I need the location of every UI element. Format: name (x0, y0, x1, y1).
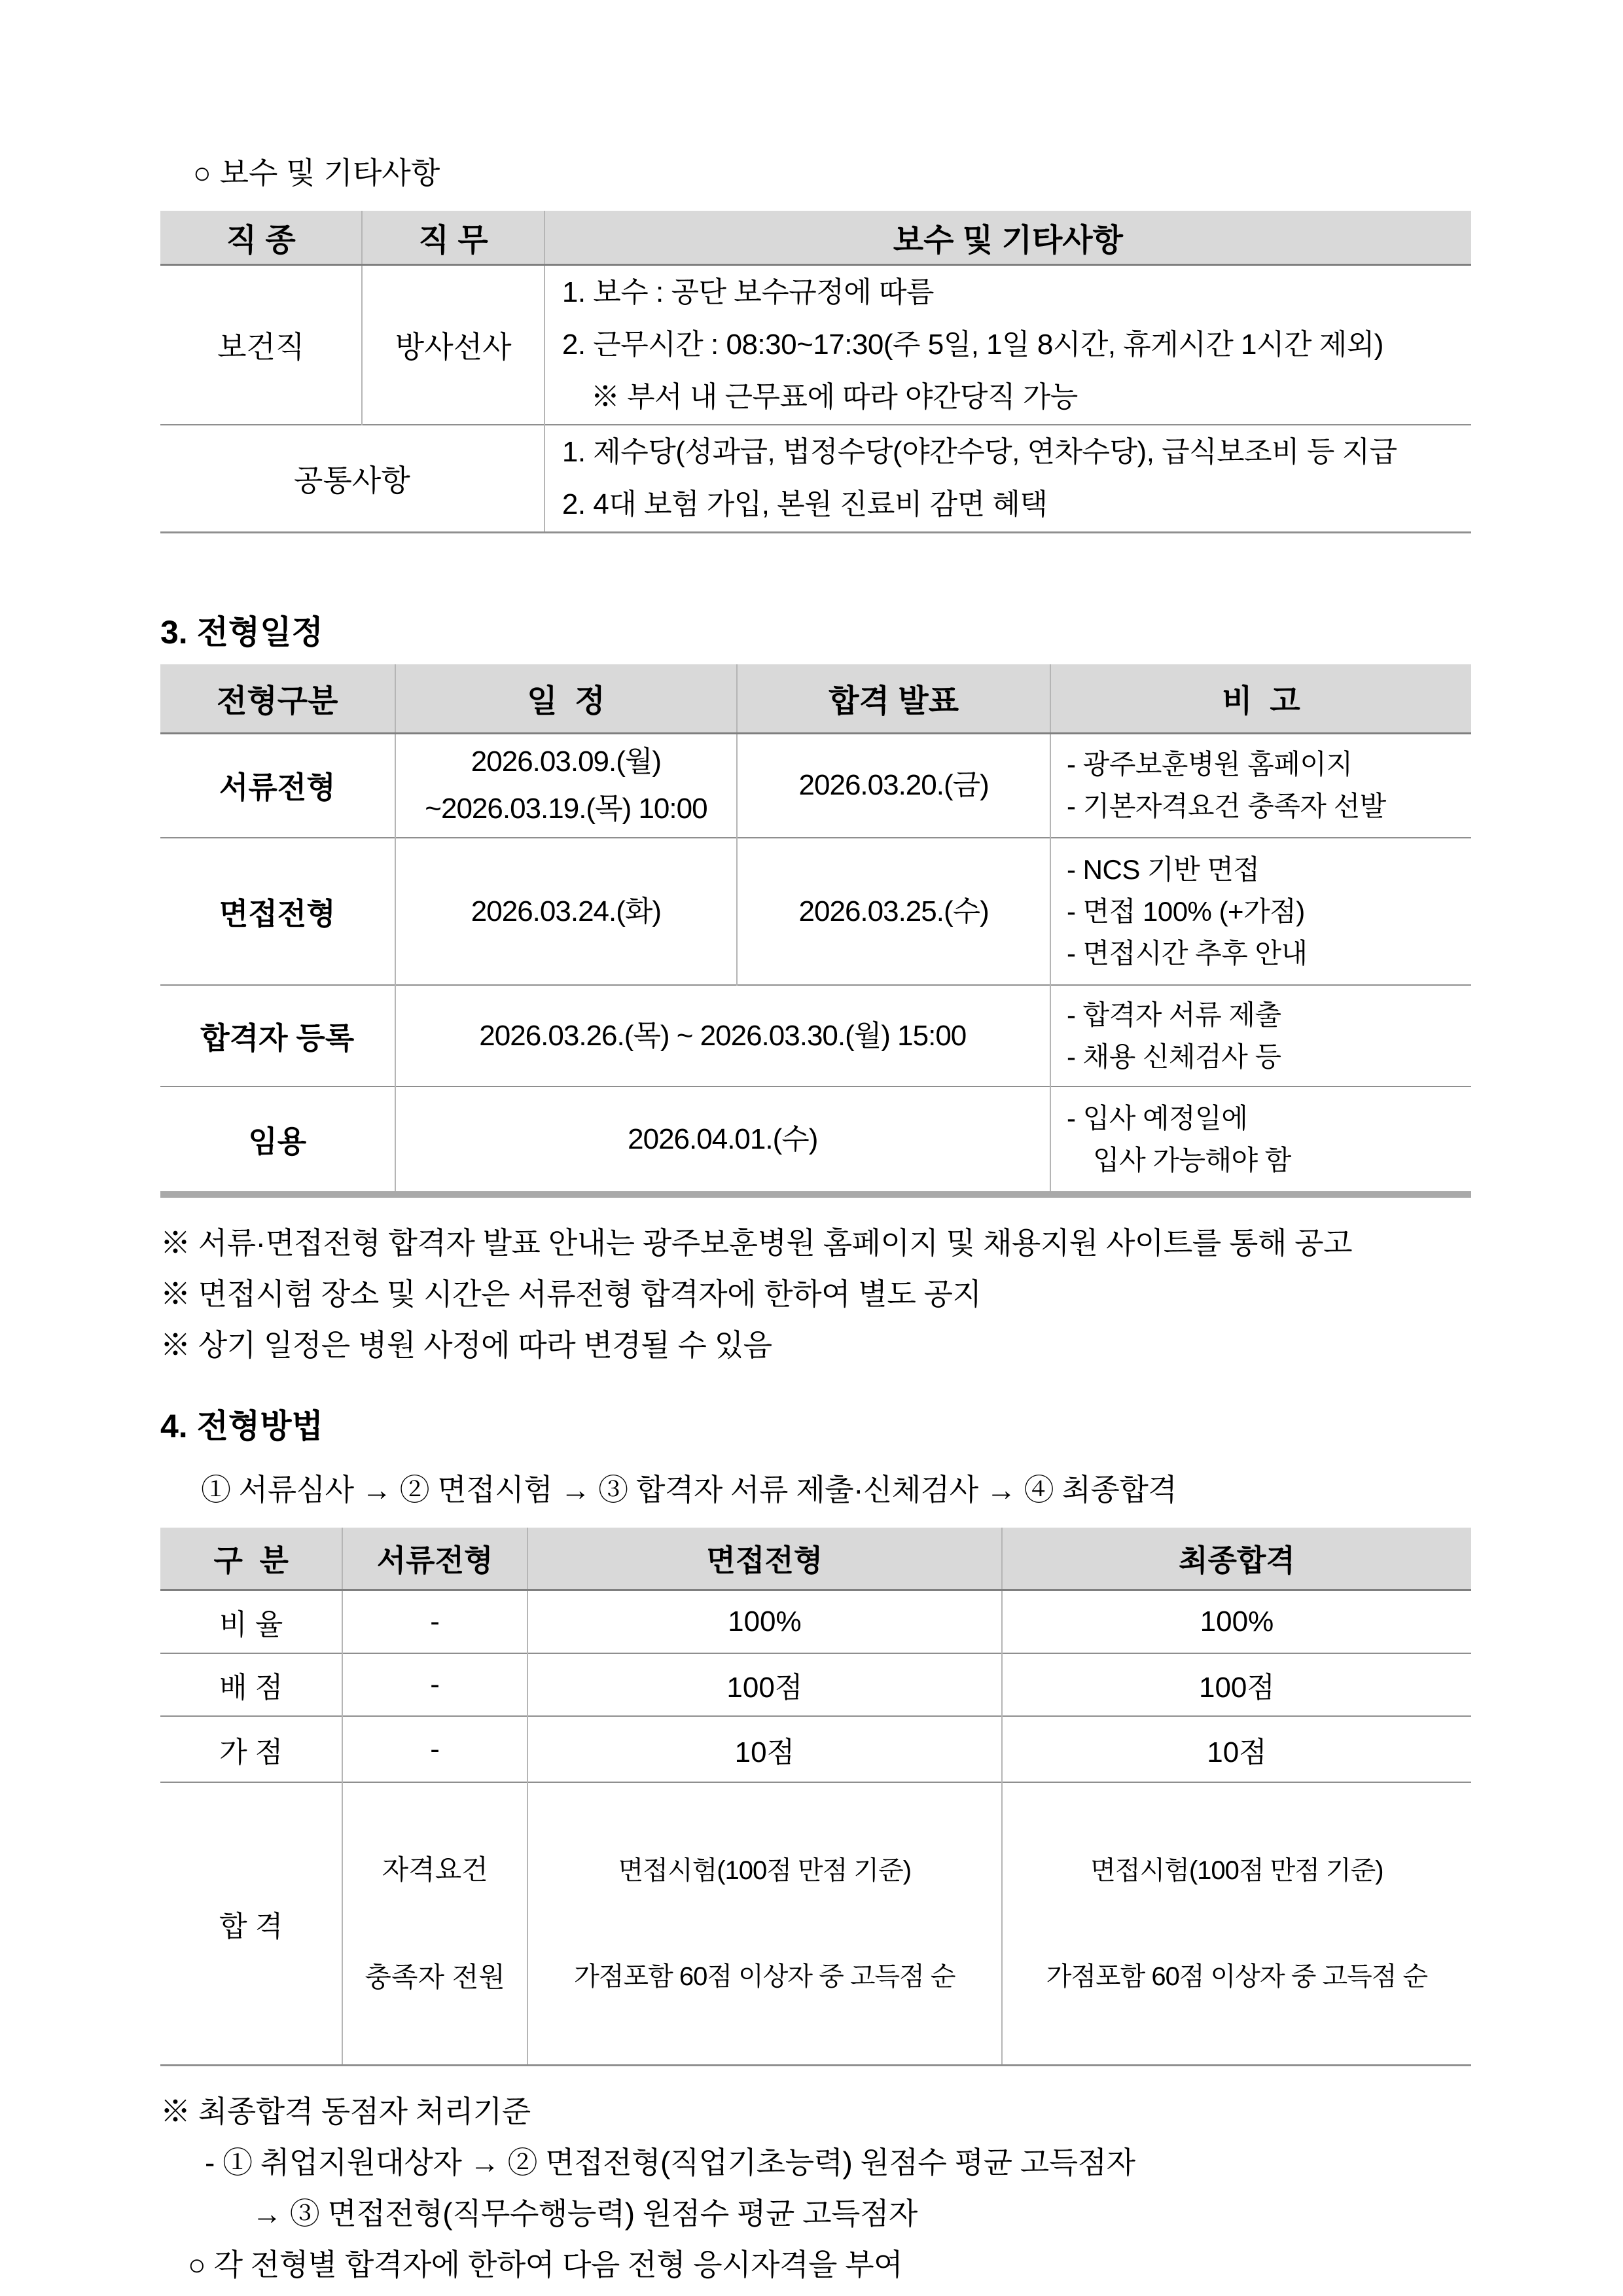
method-row-pass (160, 1782, 1471, 2066)
method-label-cell: 배 점 (160, 1653, 342, 1716)
pay-detail-note-line: ※ 부서 내 근무표에 따라 야간당직 가능 (590, 380, 1078, 413)
date-line: 2026.03.09.(월) (471, 745, 662, 778)
date-line: 2026.03.25.(수) (798, 895, 989, 927)
remark-cell (1050, 838, 1471, 985)
footnote-line: ※ 면접시험 장소 및 시간은 서류전형 합격자에 한하여 별도 공지 (160, 1277, 982, 1311)
pay-detail-line: 1. 보수 : 공단 보수규정에 따름 (562, 276, 934, 308)
stage-date-cell (395, 838, 738, 985)
pay-row-common (160, 425, 1471, 533)
remark-cell (1050, 1086, 1471, 1194)
schedule-table-header-row (160, 664, 1471, 733)
footnote-line: ※ 상기 일정은 병원 사정에 따라 변경될 수 있음 (160, 1328, 772, 1362)
schedule-table (160, 664, 1471, 1198)
common-detail-line: 2. 4대 보험 가입, 본원 진료비 감면 혜택 (562, 488, 1048, 520)
schedule-footnotes (160, 1217, 1471, 1371)
remark-line: - 합격자 서류 제출 (1067, 999, 1281, 1030)
remark-cell (1050, 985, 1471, 1086)
pay-col-header-duty: 직 무 (362, 211, 544, 264)
common-label-cell: 공통사항 (160, 425, 544, 533)
remark-cell (1050, 733, 1471, 838)
remark-line: - NCS 기반 면접 (1067, 853, 1260, 885)
method-final-cell: 100점 (1002, 1653, 1471, 1716)
method-col-header-category: 구 분 (160, 1528, 342, 1590)
common-details-cell (544, 425, 1471, 533)
method-interview-cell: 100% (527, 1590, 1002, 1653)
tiebreak-title: ※ 최종합격 동점자 처리기준 (160, 2094, 531, 2128)
method-label-cell: 가 점 (160, 1716, 342, 1782)
schedule-row-registration (160, 985, 1471, 1086)
remark-line: - 면접시간 추후 안내 (1067, 937, 1308, 969)
method-doc-cell: - (342, 1653, 527, 1716)
method-doc-cell (342, 1782, 527, 2066)
date-line: 2026.03.26.(목) ~ 2026.03.30.(월) 15:00 (479, 1019, 967, 1052)
method-col-header-document: 서류전형 (342, 1528, 527, 1590)
schedule-col-header-date: 일 정 (395, 664, 738, 733)
stage-name-cell: 임용 (160, 1086, 395, 1194)
pass-criteria-line: 충족자 전원 (365, 1962, 505, 1992)
announce-date-cell (737, 733, 1050, 838)
method-section-heading: 4. 전형방법 (160, 1408, 323, 1444)
footnote-line: ※ 서류·면접전형 합격자 발표 안내는 광주보훈병원 홈페이지 및 채용지원 사이트를 통해 공고 (160, 1226, 1353, 1260)
schedule-col-header-announce: 합격 발표 (737, 664, 1050, 733)
method-final-cell: 10점 (1002, 1716, 1471, 1782)
tiebreak-section (160, 2086, 1471, 2290)
method-table-header-row (160, 1528, 1471, 1590)
date-line: 2026.03.20.(금) (798, 769, 989, 802)
remark-line: 입사 가능해야 함 (1093, 1144, 1291, 1175)
pay-table (160, 211, 1471, 533)
schedule-col-header-type: 전형구분 (160, 664, 395, 733)
pay-table-header-row (160, 211, 1471, 264)
pass-criteria-line: 자격요건 (382, 1854, 488, 1885)
stage-date-cell (395, 733, 738, 838)
date-line: ~2026.03.19.(목) 10:00 (425, 793, 707, 825)
method-doc-cell: - (342, 1716, 527, 1782)
pay-row-radiology (160, 264, 1471, 425)
method-final-cell: 100% (1200, 1605, 1274, 1638)
schedule-row-interview (160, 838, 1471, 985)
schedule-row-document (160, 733, 1471, 838)
selection-process-line: ① 서류심사 → ② 면접시험 → ③ 합격자 서류 제출·신체검사 → ④ 최종합격 (201, 1473, 1177, 1507)
pass-criteria-line: 가점포함 60점 이상자 중 고득점 순 (1046, 1962, 1428, 1991)
stage-name-cell: 면접전형 (160, 838, 395, 985)
stage-name-cell: 서류전형 (160, 733, 395, 838)
remark-line: - 면접 100% (+가점) (1067, 895, 1305, 927)
method-col-header-final: 최종합격 (1002, 1528, 1471, 1590)
remark-line: - 채용 신체검사 등 (1067, 1041, 1281, 1072)
pass-criteria-line: 면접시험(100점 만점 기준) (1090, 1856, 1383, 1885)
schedule-row-appointment (160, 1086, 1471, 1194)
job-type-cell: 보건직 (160, 264, 362, 425)
pass-criteria-line: 가점포함 60점 이상자 중 고득점 순 (574, 1962, 955, 1991)
remark-line: - 기본자격요건 충족자 선발 (1067, 791, 1386, 822)
remark-line: - 광주보훈병원 홈페이지 (1067, 749, 1353, 780)
pay-col-header-jobtype: 직 종 (160, 211, 362, 264)
method-row-ratio (160, 1590, 1471, 1653)
method-interview-cell: 10점 (527, 1716, 1002, 1782)
stage-date-merged-cell (395, 1086, 1050, 1194)
document-content (160, 0, 1471, 2290)
method-label-cell: 합 격 (160, 1782, 342, 2066)
eligibility-grant-line: ○ 각 전형별 합격자에 한하여 다음 전형 응시자격을 부여 (188, 2248, 903, 2282)
date-line: 2026.03.24.(화) (471, 895, 662, 927)
common-detail-line: 1. 제수당(성과급, 법정수당(야간수당, 연차수당), 급식보조비 등 지급 (562, 436, 1397, 468)
announce-date-cell (737, 838, 1050, 985)
job-duty-cell: 방사선사 (362, 264, 544, 425)
pass-criteria-line: 면접시험(100점 만점 기준) (618, 1856, 912, 1885)
tiebreak-line: - ① 취업지원대상자 → ② 면접전형(직업기초능력) 원점수 평균 고득점자 (205, 2145, 1135, 2179)
stage-name-cell: 합격자 등록 (160, 985, 395, 1086)
pay-detail-line: 2. 근무시간 : 08:30~17:30(주 5일, 1일 8시간, 휴게시간 1시간 제외) (562, 328, 1383, 361)
method-col-header-interview: 면접전형 (527, 1528, 1002, 1590)
method-row-points (160, 1653, 1471, 1716)
method-row-bonus (160, 1716, 1471, 1782)
stage-date-merged-cell (395, 985, 1050, 1086)
date-line: 2026.04.01.(수) (628, 1122, 818, 1155)
method-label-cell: 비 율 (160, 1590, 342, 1653)
method-interview-cell (527, 1782, 1002, 2066)
schedule-section-heading: 3. 전형일정 (160, 614, 323, 651)
pay-col-header-detail: 보수 및 기타사항 (544, 211, 1471, 264)
method-final-cell (1002, 1782, 1471, 2066)
tiebreak-line: → ③ 면접전형(직무수행능력) 원점수 평균 고득점자 (252, 2197, 918, 2231)
pay-section-heading: ○ 보수 및 기타사항 (193, 156, 440, 190)
method-table (160, 1528, 1471, 2066)
method-doc-cell: - (342, 1590, 527, 1653)
method-interview-cell: 100점 (527, 1653, 1002, 1716)
pay-details-cell (544, 264, 1471, 425)
remark-line: - 입사 예정일에 (1067, 1102, 1248, 1134)
schedule-col-header-remark: 비 고 (1050, 664, 1471, 733)
